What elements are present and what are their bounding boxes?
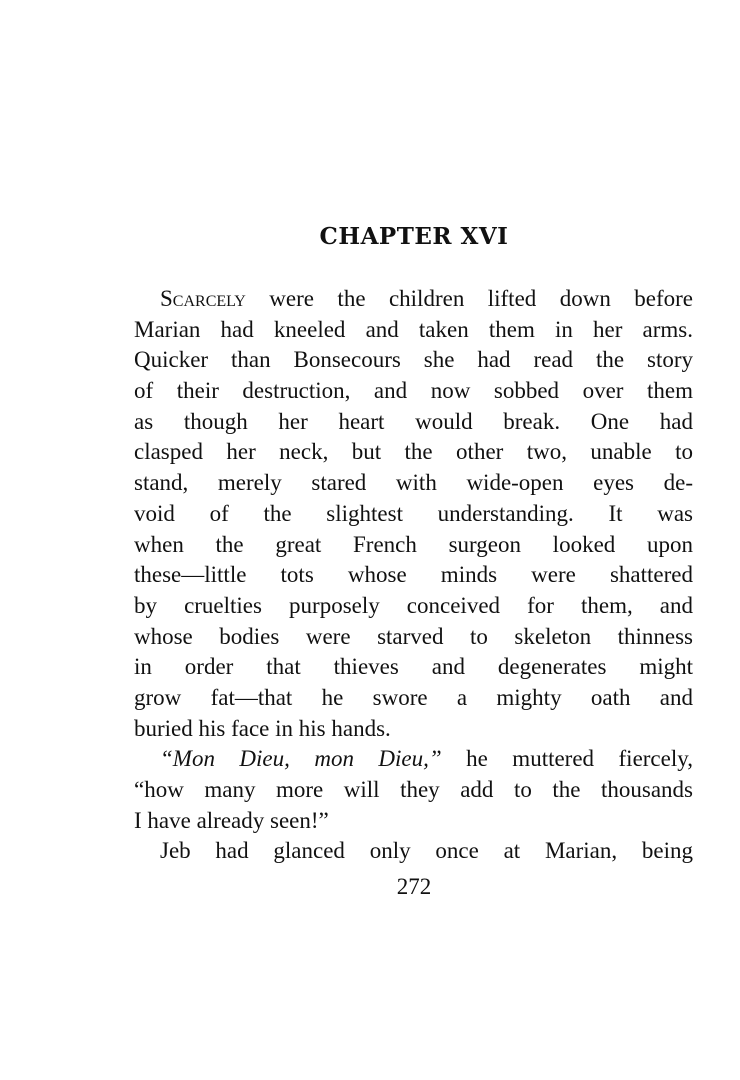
text-line: Marian had kneeled and taken them in her arms. <box>134 316 693 342</box>
text-line: Jeb had glanced only once at Marian, being <box>160 838 693 864</box>
text-line: as though her heart would break. One had <box>134 408 693 434</box>
text-line: void of the slightest understanding. It was <box>134 500 693 526</box>
text-line: stand, merely stared with wide-open eyes de- <box>134 470 693 496</box>
text-line: “Mon Dieu, mon Dieu,” he muttered fiercely, <box>160 746 693 772</box>
text-line: by cruelties purposely conceived for them, and <box>134 592 693 618</box>
page-number: 272 <box>396 874 432 899</box>
italic-quote: “Mon Dieu, mon Dieu,” <box>160 746 442 772</box>
text-line: when the great French surgeon looked upon <box>134 531 693 557</box>
text-line: I have already seen!” <box>134 807 329 833</box>
text-line: buried his face in his hands. <box>134 715 391 741</box>
text-line: of their destruction, and now sobbed over them <box>134 378 693 404</box>
text-line: Scarcely were the children lifted down before <box>160 286 693 311</box>
lead-word: Scarcely <box>160 286 246 311</box>
body-text <box>134 284 693 867</box>
chapter-title: CHAPTER XVI <box>319 223 509 250</box>
text-line: clasped her neck, but the other two, unable to <box>134 439 693 465</box>
text-line: in order that thieves and degenerates might <box>134 654 693 680</box>
text-line: whose bodies were starved to skeleton thinness <box>134 623 693 649</box>
text-line: Quicker than Bonsecours she had read the story <box>134 347 693 373</box>
text-line: “how many more will they add to the thousands <box>134 777 693 802</box>
text-line: grow fat—that he swore a mighty oath and <box>134 684 693 710</box>
text-line: these—little tots whose minds were shattered <box>134 562 693 588</box>
